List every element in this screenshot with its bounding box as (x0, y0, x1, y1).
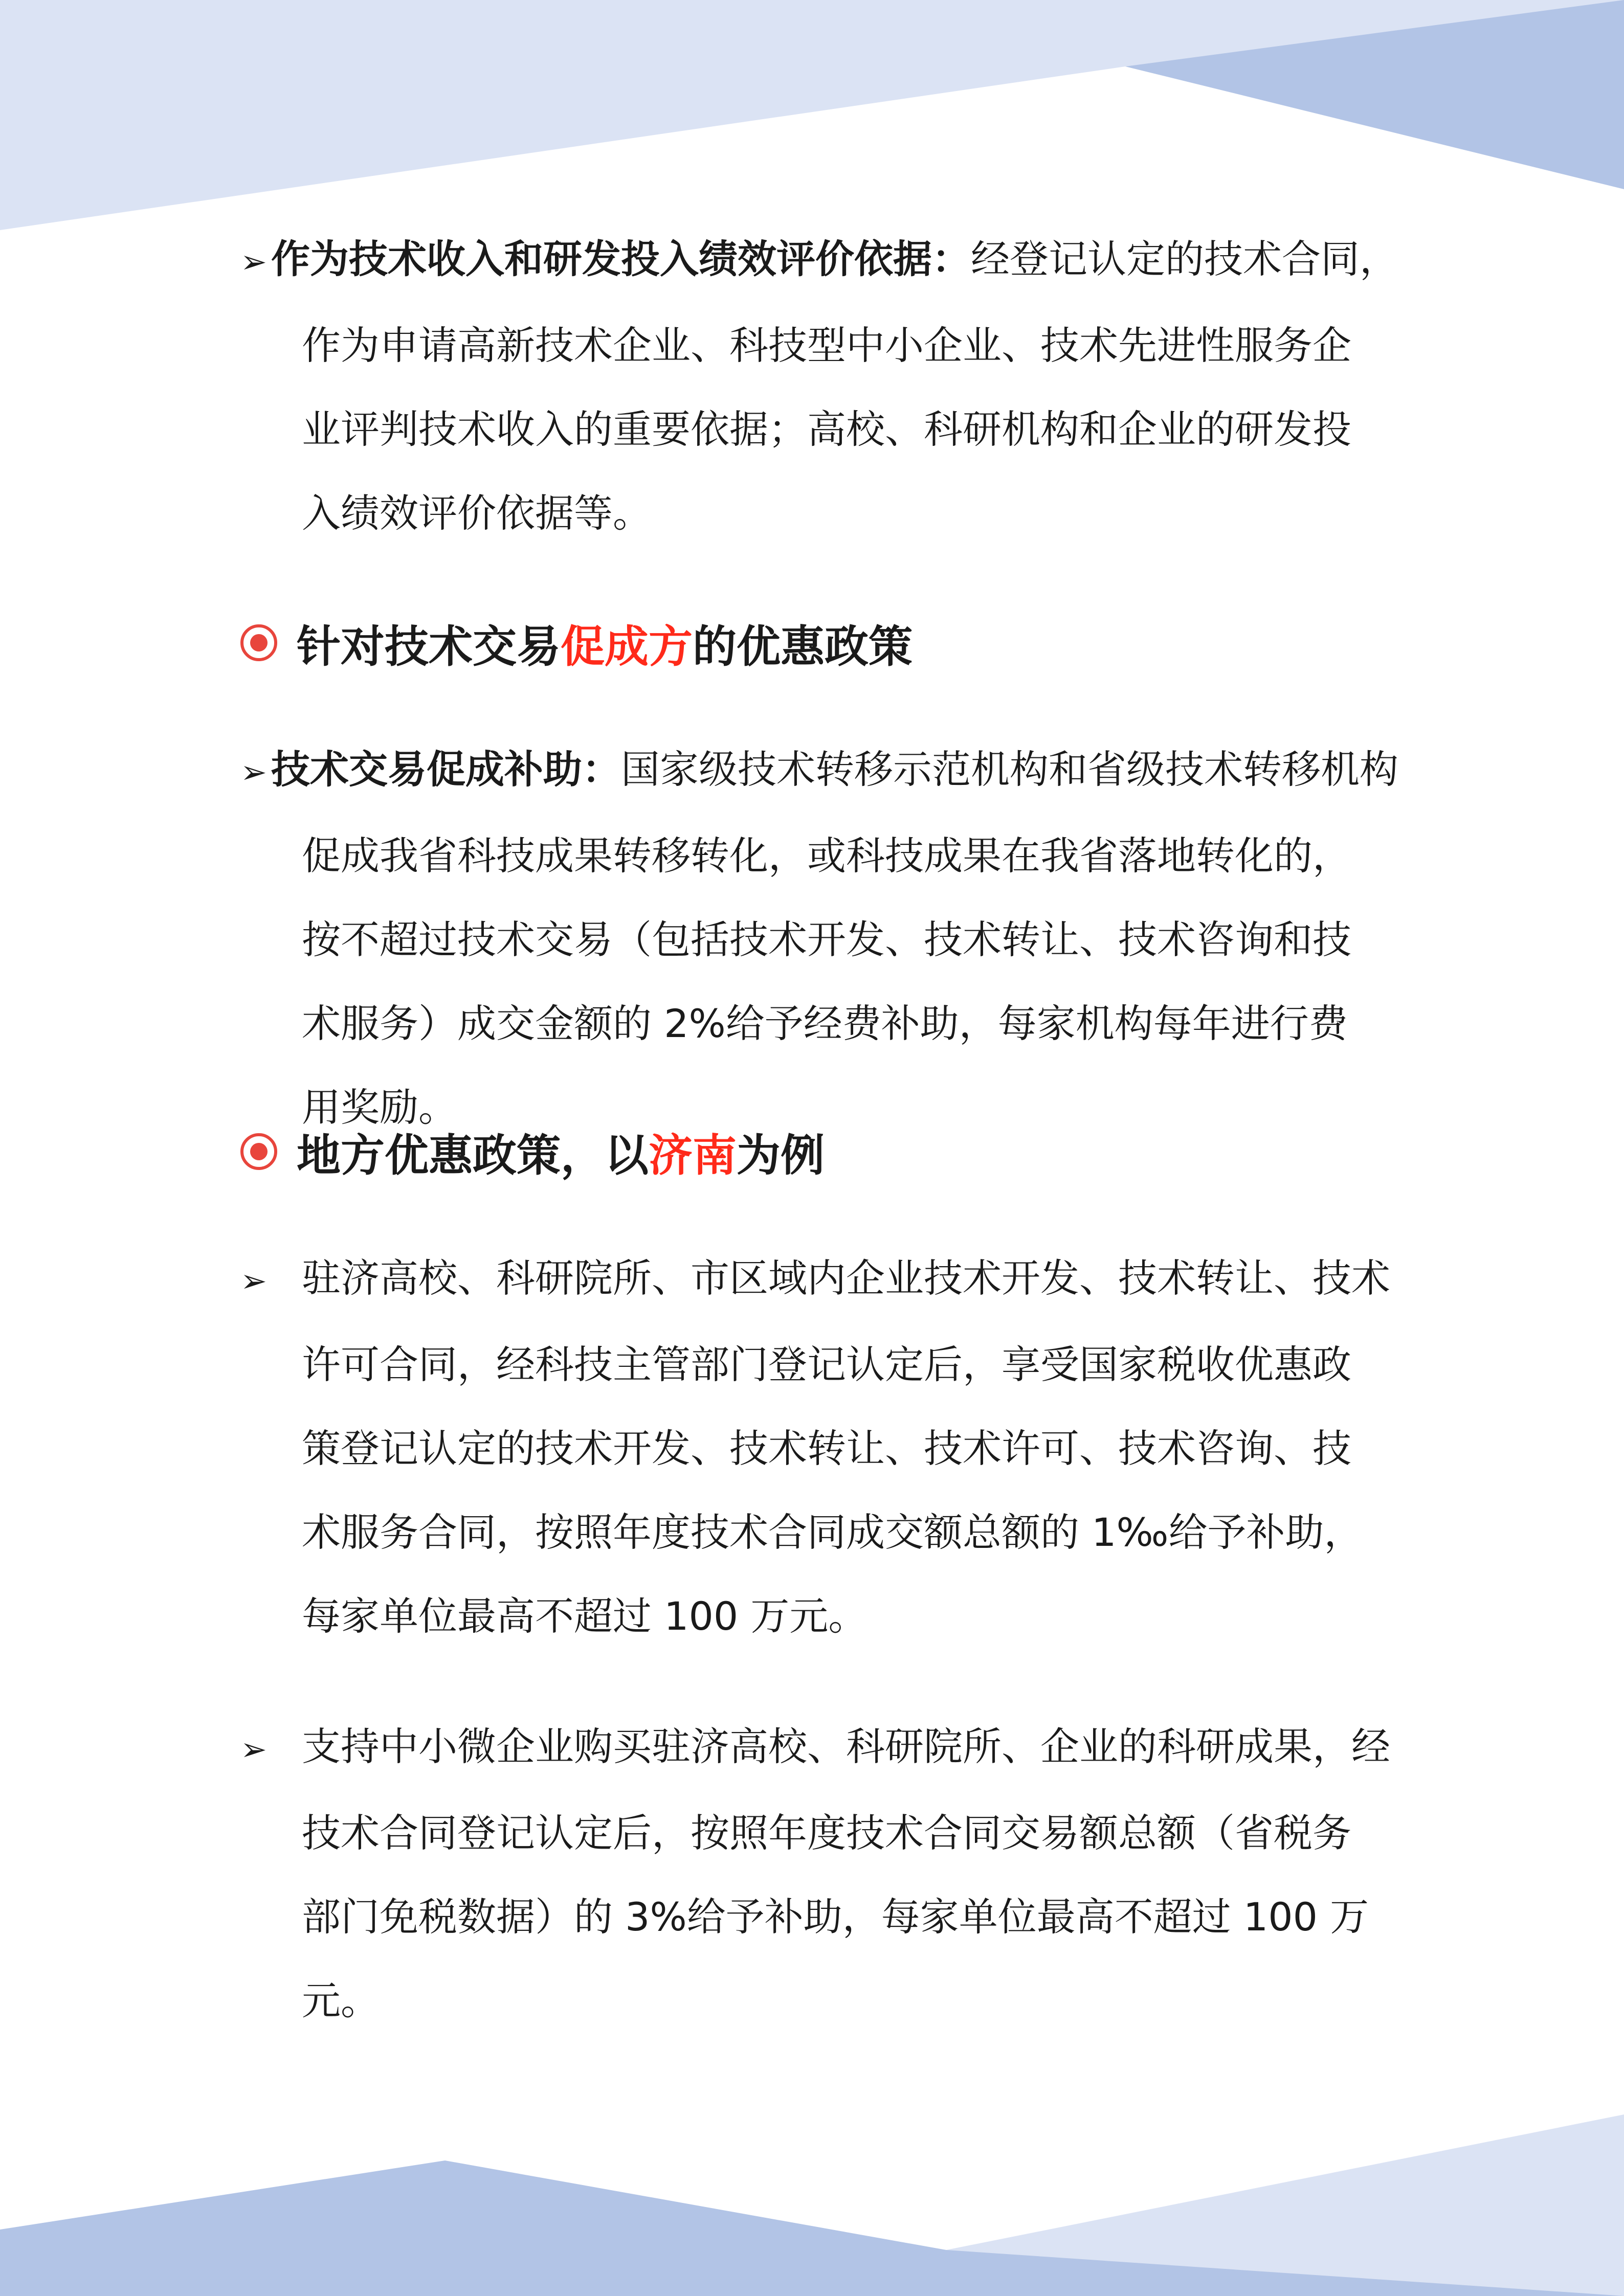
section2-text-first: 国家级技术转移示范机构和省级技术转移机构 (621, 747, 1398, 792)
section2-label: 技术交易促成补助： (271, 747, 621, 792)
arrow-bullet-icon: ➢ (240, 243, 267, 280)
list-item (240, 1705, 1390, 2043)
list-item-text-first: 支持中小微企业购买驻济高校、科研院所、企业的科研成果，经 (302, 1724, 1390, 1769)
heading1-highlight: 促成方 (561, 621, 693, 672)
section1-label: 作为技术收入和研发投入绩效评价依据： (271, 236, 971, 282)
list-item-text-rest: 许可合同，经科技主管部门登记认定后，享受国家税收优惠政策登记认定的技术开发、技术转让、技术许可、技术咨询、技术服务合同，按照年度技术合同成交额总额的 1‰给予补助，每家单位最高不超过 100 万元。 (302, 1342, 1363, 1639)
list-item-text-first: 驻济高校、科研院所、市区域内企业技术开发、技术转让、技术 (302, 1255, 1390, 1301)
top-decor-light (0, 0, 1624, 230)
list-item (240, 1236, 1390, 1658)
section1-first-line (240, 217, 1398, 304)
target-icon (240, 1133, 277, 1170)
bottom-decor-light (0, 2114, 1624, 2296)
section1-text-rest: 作为申请高新技术企业、科技型中小企业、技术先进性服务企业评判技术收入的重要依据；高校、科研机构和企业的研发投入绩效评价依据等。 (302, 323, 1351, 536)
section2-first-line (240, 728, 1398, 814)
list-item-text-rest: 技术合同登记认定后，按照年度技术合同交易额总额（省税务部门免税数据）的 3%给予补助，每家单位最高不超过 100 万元。 (302, 1810, 1369, 2023)
section-facilitation-subsidy (240, 728, 1398, 1150)
top-decor-dark (1125, 0, 1624, 189)
heading-facilitator-policy (240, 607, 913, 679)
heading2-highlight: 济南 (649, 1130, 737, 1181)
list-item-first-line (240, 1236, 1390, 1323)
section-tech-income-evidence (240, 217, 1398, 555)
bottom-decor-dark (0, 2160, 1624, 2296)
heading2-suffix: 为例 (737, 1130, 825, 1181)
arrow-bullet-icon: ➢ (240, 1262, 267, 1299)
section2-text-rest: 促成我省科技成果转移转化，或科技成果在我省落地转化的，按不超过技术交易（包括技术开发、技术转让、技术咨询和技术服务）成交金额的 2%给予经费补助，每家机构每年进行费用奖励。 (302, 833, 1351, 1130)
heading-local-policy (240, 1116, 825, 1187)
heading1-prefix: 针对技术交易 (297, 621, 561, 672)
heading1-suffix: 的优惠政策 (693, 621, 913, 672)
target-icon (240, 624, 277, 661)
section1-text-first: 经登记认定的技术合同， (971, 236, 1398, 282)
heading2-prefix: 地方优惠政策，以 (297, 1130, 649, 1181)
arrow-bullet-icon: ➢ (240, 1730, 267, 1768)
arrow-bullet-icon: ➢ (240, 753, 267, 791)
list-item-first-line (240, 1705, 1390, 1791)
